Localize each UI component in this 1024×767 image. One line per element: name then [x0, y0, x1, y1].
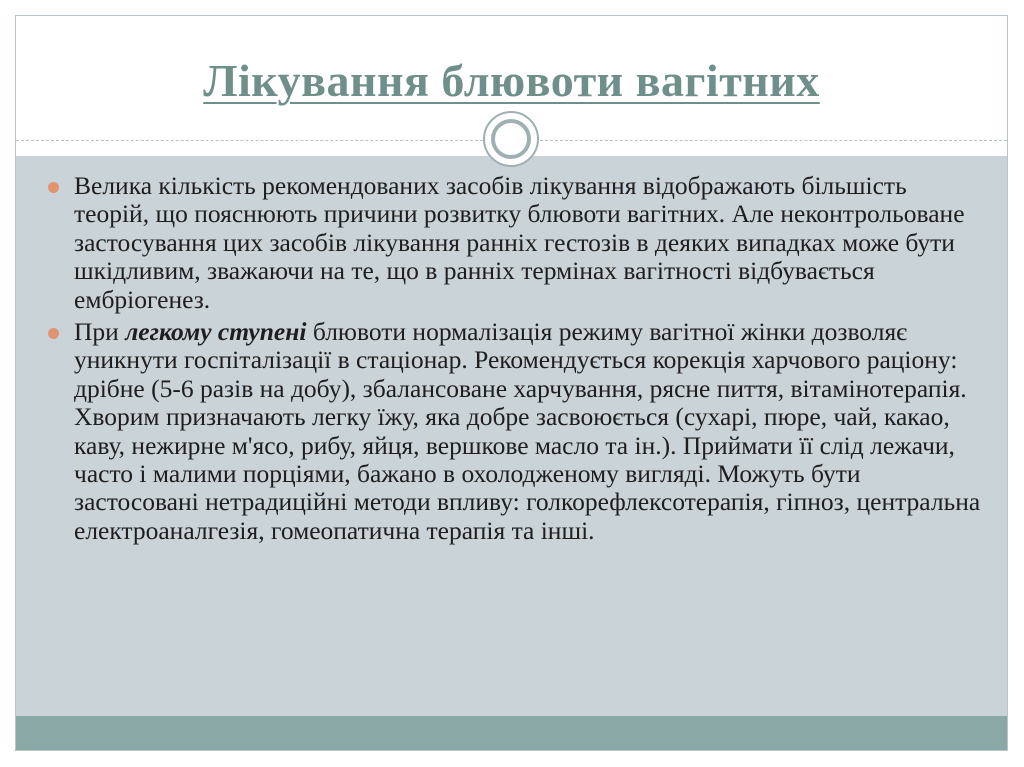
bullet-item	[46, 172, 986, 314]
circle-ornament-inner	[491, 119, 531, 159]
bullet-text: Велика кількість рекомендованих засобів лікування відображають більшість теорій, що пояснюють причини розвитку блювоти вагітних. Але неконтрольоване застосування цих засобів лікування ранніх гестозів в деяких випадках може бути шкідливим, зважаючи на те, що в ранніх термінах вагітності відбувається ембріогенез.	[74, 171, 965, 314]
bullet-list	[46, 172, 986, 549]
bullet-dot-icon	[48, 182, 59, 193]
bullet-emphasis: легкому ступені	[125, 317, 307, 347]
circle-ornament-icon	[483, 111, 539, 167]
bullet-dot-icon	[48, 328, 59, 339]
bullet-text-rest: блювоти нормалізація режиму вагітної жінки дозволяє уникнути госпіталізації в стаціонар. Рекомендується корекція харчового раціону: дрібне (5-6 разів на добу), збалансоване харчування, рясне пиття, вітамінотерапія. Хворим призначають легку їжу, яка добре засвоюється (сухарі, пюре, чай, какао, каву, нежирне м'ясо, рибу, яйця, вершкове масло та ін.). Приймати її слід лежачи, часто і малими порціями, бажано в охолодженому вигляді. Можуть бути застосовані нетрадиційні методи впливу: голкорефлексотерапія, гіпноз, центральна електроаналгезія, гомеопатична терапія та інші.	[74, 317, 981, 545]
bullet-item	[46, 318, 986, 545]
bullet-text-prefix: При	[74, 317, 126, 347]
slide-title: Лікування блювоти вагітних	[203, 55, 820, 106]
footer-band	[16, 716, 1007, 750]
